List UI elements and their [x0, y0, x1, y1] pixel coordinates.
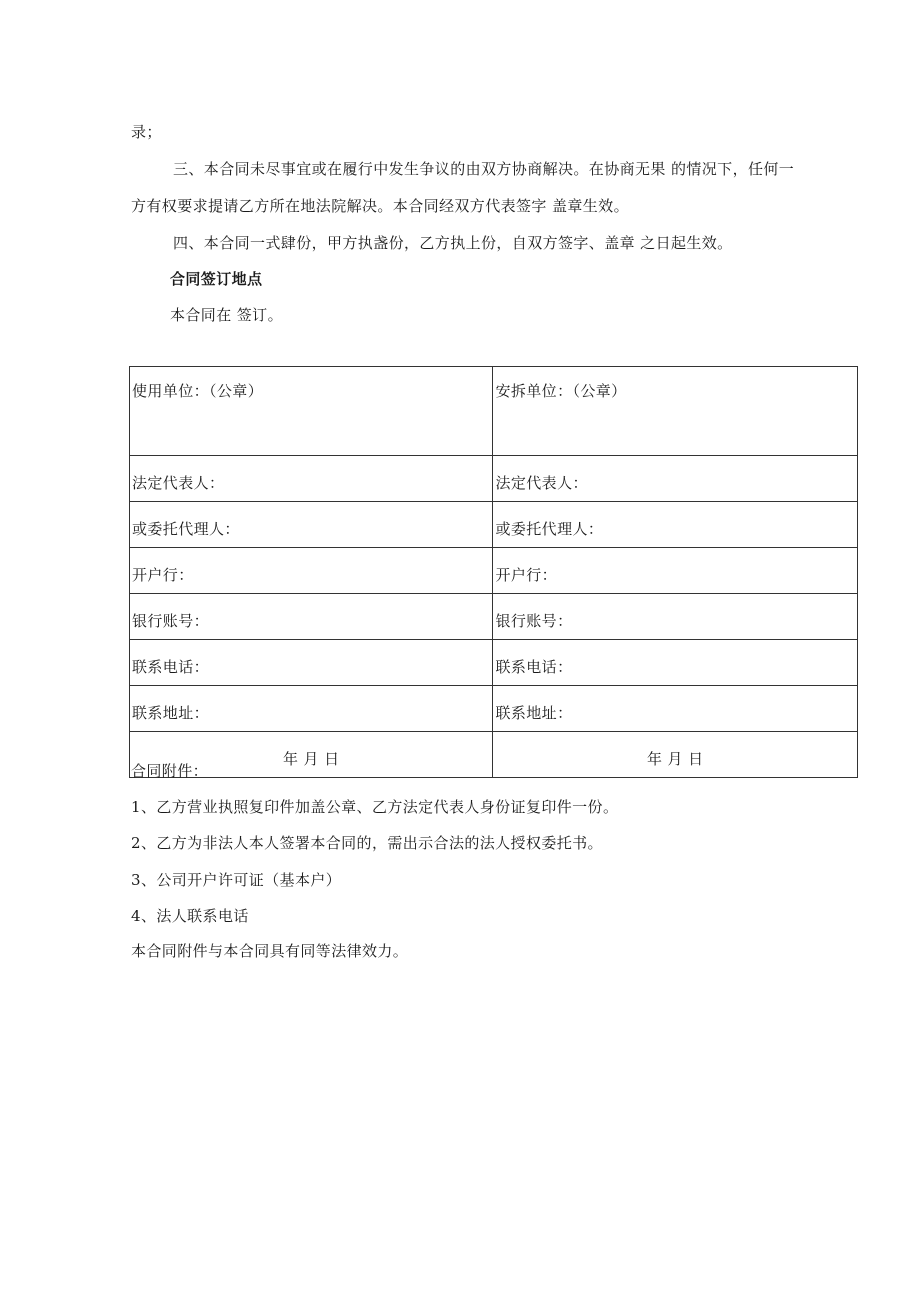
table-row: [130, 548, 858, 594]
text-line-continuation: 录；: [131, 123, 162, 141]
attachment-item-4: 4、法人联系电话: [131, 907, 249, 925]
attachment-item-2: 2、乙方为非法人本人签署本合同的，需出示合法的法人授权委托书。: [131, 834, 603, 852]
left-unit-cell: 使用单位：（公章）: [130, 367, 493, 456]
right-legal-rep-cell: 法定代表人：: [493, 456, 858, 502]
contract-place-text: 本合同在 签订。: [170, 306, 283, 324]
table-row: [130, 502, 858, 548]
clause-4: 四、本合同一式肆份，甲方执盏份，乙方执上份，自双方签字、盖章 之日起生效。: [173, 234, 733, 252]
clause-3-line-1: 三、本合同未尽事宜或在履行中发生争议的由双方协商解决。在协商无果 的情况下，任何一: [173, 160, 795, 178]
right-bank-cell: 开户行：: [493, 548, 858, 594]
table-row: [130, 594, 858, 640]
table-row: [130, 686, 858, 732]
right-agent-cell: 或委托代理人：: [493, 502, 858, 548]
left-legal-rep-cell: 法定代表人：: [130, 456, 493, 502]
right-account-cell: 银行账号：: [493, 594, 858, 640]
left-account-cell: 银行账号：: [130, 594, 493, 640]
attachments-title: 合同附件：: [131, 762, 209, 780]
right-phone-cell: 联系电话：: [493, 640, 858, 686]
contract-place-heading: 合同签订地点: [170, 270, 263, 288]
table-row: [130, 640, 858, 686]
left-phone-cell: 联系电话：: [130, 640, 493, 686]
clause-3-line-2: 方有权要求提请乙方所在地法院解决。本合同经双方代表签字 盖章生效。: [131, 197, 629, 215]
left-address-cell: 联系地址：: [130, 686, 493, 732]
table-row: [130, 732, 858, 778]
attachment-item-1: 1、乙方营业执照复印件加盖公章、乙方法定代表人身份证复印件一份。: [131, 798, 619, 816]
right-address-cell: 联系地址：: [493, 686, 858, 732]
attachment-item-3: 3、公司开户许可证（基本户）: [131, 871, 342, 889]
left-agent-cell: 或委托代理人：: [130, 502, 493, 548]
left-date-cell: 年 月 日: [130, 732, 493, 778]
left-bank-cell: 开户行：: [130, 548, 493, 594]
attachments-note: 本合同附件与本合同具有同等法律效力。: [131, 942, 409, 960]
table-row: [130, 367, 858, 456]
right-date-cell: 年 月 日: [493, 732, 858, 778]
right-unit-cell: 安拆单位：（公章）: [493, 367, 858, 456]
signature-table: [129, 366, 858, 778]
table-row: [130, 456, 858, 502]
